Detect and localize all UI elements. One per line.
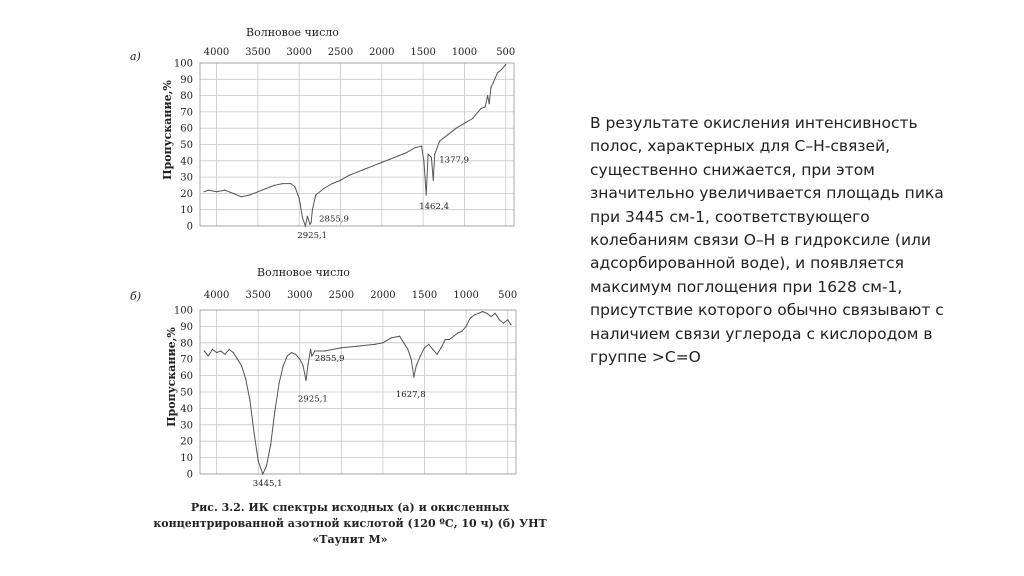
spectrum-point xyxy=(266,465,267,466)
spectrum-point xyxy=(374,344,375,345)
spectrum-point xyxy=(323,188,324,189)
spectrum-point xyxy=(356,172,357,173)
x-tick-label: 2500 xyxy=(328,290,355,301)
spectrum-point xyxy=(308,364,309,365)
y-tick-label: 60 xyxy=(180,371,193,383)
spectrum-point xyxy=(474,314,475,315)
description-line: В результате окисления интенсивность xyxy=(590,114,918,132)
spectrum-point xyxy=(428,154,429,155)
x-tick-label: 3000 xyxy=(286,47,312,58)
spectrum-point xyxy=(310,349,311,350)
spectrum-point xyxy=(229,349,230,350)
spectrum-point xyxy=(216,352,217,353)
spectrum-point xyxy=(233,352,234,353)
spectrum-point xyxy=(490,87,491,88)
spectrum-point xyxy=(315,194,316,195)
y-tick-label: 100 xyxy=(173,305,193,317)
x-tick-label: 2000 xyxy=(369,47,395,58)
spectrum-point xyxy=(233,193,234,194)
spectrum-point xyxy=(470,318,471,319)
spectrum-point xyxy=(274,185,275,186)
spectrum-point xyxy=(510,324,511,325)
spectrum-point xyxy=(472,118,473,119)
spectrum-point xyxy=(212,349,213,350)
spectrum-point xyxy=(433,180,434,181)
description-line: при 3445 см-1, соответствующего xyxy=(590,207,870,226)
y-tick-label: 70 xyxy=(180,354,193,366)
description-text xyxy=(590,112,962,369)
peak-annotation: 2855,9 xyxy=(314,353,345,364)
description-line: колебаниям связи О–Н в гидроксиле (или xyxy=(590,231,931,250)
spectrum-point xyxy=(220,350,221,351)
spectrum-point xyxy=(311,355,312,356)
spectrum-point xyxy=(309,224,310,225)
y-tick-label: 50 xyxy=(180,387,193,399)
y-axis-title: Пропускание,% xyxy=(165,327,178,427)
y-tick-label: 70 xyxy=(180,107,193,119)
spectrum-point xyxy=(282,183,283,184)
spectrum-point xyxy=(480,108,481,109)
spectrum-point xyxy=(208,190,209,191)
spectrum-point xyxy=(501,69,502,70)
spectrum-point xyxy=(305,380,306,381)
spectrum-point xyxy=(420,355,421,356)
spectrum-point xyxy=(287,355,288,356)
x-axis-title: Волновое число xyxy=(257,266,350,279)
x-tick-label: 2500 xyxy=(327,47,354,58)
spectrum-point xyxy=(491,316,492,317)
spectrum-point xyxy=(257,191,258,192)
x-tick-label: 3500 xyxy=(245,47,271,58)
spectrum-point xyxy=(398,155,399,156)
spectrum-point xyxy=(324,350,325,351)
spectrum-point xyxy=(341,347,342,348)
spectrum-point xyxy=(348,175,349,176)
spectrum-point xyxy=(449,339,450,340)
description-line: максимум поглощения при 1628 см-1, xyxy=(590,277,903,296)
spectrum-point xyxy=(439,141,440,142)
spectrum-point xyxy=(299,359,300,360)
spectrum-point xyxy=(487,95,488,96)
spectrum-panel-2 xyxy=(130,266,517,489)
peak-annotation: 1627,8 xyxy=(395,390,426,401)
figure-caption xyxy=(130,500,570,548)
y-tick-label: 80 xyxy=(180,91,193,103)
spectrum-point xyxy=(305,225,306,226)
spectrum-point xyxy=(381,162,382,163)
y-tick-label: 30 xyxy=(180,420,193,432)
spectrum-point xyxy=(457,332,458,333)
peak-annotation: 1462,4 xyxy=(419,202,449,213)
spectrum-point xyxy=(489,103,490,104)
description-line: адсорбированной воде), и появляется xyxy=(590,254,904,273)
description-line: присутствие которого обычно связывают с xyxy=(590,301,944,320)
peak-annotation: 2855,9 xyxy=(319,214,349,225)
spectrum-point xyxy=(426,194,427,195)
x-tick-label: 1000 xyxy=(451,47,478,58)
y-tick-label: 90 xyxy=(180,321,193,333)
spectrum-point xyxy=(258,460,259,461)
y-tick-label: 0 xyxy=(186,469,193,481)
y-tick-label: 100 xyxy=(173,58,193,70)
spectrum-line xyxy=(204,312,511,474)
spectrum-point xyxy=(505,64,506,65)
spectrum-point xyxy=(299,198,300,199)
y-tick-label: 50 xyxy=(180,140,193,151)
spectrum-point xyxy=(204,191,205,192)
spectrum-point xyxy=(486,313,487,314)
spectrum-point xyxy=(482,311,483,312)
spectrum-point xyxy=(332,183,333,184)
spectrum-point xyxy=(436,354,437,355)
x-tick-label: 500 xyxy=(496,47,516,58)
spectrum-point xyxy=(249,194,250,195)
caption-line-2: концентрированной азотной кислотой (120 ºС, 10 ч) (б) УНТ «Таунит М» xyxy=(153,517,547,546)
spectrum-point xyxy=(254,432,255,433)
spectrum-point xyxy=(431,157,432,158)
spectrum-point xyxy=(283,365,284,366)
y-tick-label: 10 xyxy=(180,205,193,217)
spectrum-point xyxy=(507,319,508,320)
panel-label: а) xyxy=(130,50,141,63)
y-tick-label: 80 xyxy=(180,338,193,350)
description-line: наличием связи углерода с кислородом в xyxy=(590,324,933,343)
spectrum-point xyxy=(241,196,242,197)
spectrum-point xyxy=(307,216,308,217)
spectrum-point xyxy=(424,347,425,348)
y-tick-label: 40 xyxy=(180,156,193,168)
x-tick-label: 1000 xyxy=(453,290,479,301)
spectrum-point xyxy=(434,154,435,155)
spectrum-point xyxy=(416,365,417,366)
x-tick-label: 1500 xyxy=(411,290,438,301)
y-tick-label: 20 xyxy=(180,188,193,200)
spectrum-point xyxy=(208,355,209,356)
peak-annotation: 2925,1 xyxy=(297,231,328,241)
spectrum-point xyxy=(428,344,429,345)
description-line: полос, характерных для С–Н-связей, xyxy=(590,137,891,156)
panel-label: б) xyxy=(130,290,142,303)
spectrum-point xyxy=(390,159,391,160)
spectrum-point xyxy=(485,106,486,107)
y-tick-label: 40 xyxy=(180,403,193,415)
y-tick-label: 10 xyxy=(180,453,193,465)
spectrum-point xyxy=(464,123,465,124)
spectrum-point xyxy=(340,180,341,181)
spectrum-point xyxy=(421,146,422,147)
spectrum-point xyxy=(224,190,225,191)
spectrum-point xyxy=(461,331,462,332)
x-axis-title: Волновое число xyxy=(246,26,339,39)
x-tick-label: 4000 xyxy=(203,290,230,301)
x-tick-label: 3500 xyxy=(245,290,271,301)
spectrum-point xyxy=(365,168,366,169)
spectrum-point xyxy=(274,411,275,412)
peak-annotation: 1377,9 xyxy=(439,155,470,166)
spectrum-point xyxy=(237,359,238,360)
spectrum-point xyxy=(278,383,279,384)
spectrum-point xyxy=(407,349,408,350)
spectrum-point xyxy=(445,339,446,340)
spectrum-point xyxy=(411,359,412,360)
spectrum-point xyxy=(382,342,383,343)
x-tick-label: 1500 xyxy=(410,47,436,58)
spectrum-point xyxy=(503,323,504,324)
spectrum-point xyxy=(413,377,414,378)
x-tick-label: 2000 xyxy=(370,290,396,301)
spectrum-point xyxy=(456,128,457,129)
spectrum-point xyxy=(357,346,358,347)
spectrum-point xyxy=(466,326,467,327)
spectrum-point xyxy=(262,473,263,474)
caption-line-1: Рис. 3.2. ИК спектры исходных (а) и окисленных xyxy=(190,501,510,514)
spectrum-point xyxy=(302,217,303,218)
description-line: существенно снижается, при этом xyxy=(590,160,875,179)
spectrum-point xyxy=(270,444,271,445)
spectrum-point xyxy=(499,319,500,320)
spectrum-panel-1 xyxy=(130,26,515,241)
x-tick-label: 4000 xyxy=(203,47,230,58)
spectrum-point xyxy=(414,147,415,148)
spectrum-point xyxy=(399,336,400,337)
peak-annotation: 3445,1 xyxy=(252,479,283,489)
peak-annotation: 2925,1 xyxy=(298,394,328,405)
spectrum-point xyxy=(373,165,374,166)
spectrum-point xyxy=(312,209,313,210)
x-tick-label: 500 xyxy=(498,290,518,301)
spectrum-point xyxy=(224,354,225,355)
y-tick-label: 90 xyxy=(180,74,193,86)
spectrum-point xyxy=(294,186,295,187)
spectrum-point xyxy=(403,342,404,343)
spectrum-point xyxy=(303,365,304,366)
spectrum-point xyxy=(432,349,433,350)
spectrum-point xyxy=(245,378,246,379)
spectrum-point xyxy=(441,347,442,348)
y-tick-label: 20 xyxy=(180,436,193,448)
spectrum-point xyxy=(204,350,205,351)
spectrum-point xyxy=(290,183,291,184)
spectrum-point xyxy=(493,82,494,83)
spectrum-line xyxy=(204,65,506,226)
spectrum-point xyxy=(495,313,496,314)
spectrum-point xyxy=(241,365,242,366)
spectrum-point xyxy=(391,337,392,338)
description-line: группе >С=О xyxy=(590,348,701,367)
spectrum-point xyxy=(423,160,424,161)
spectrum-point xyxy=(216,191,217,192)
description-line: значительно увеличивается площадь пика xyxy=(590,184,944,203)
spectrum-point xyxy=(291,352,292,353)
spectrum-point xyxy=(311,222,312,223)
y-tick-label: 60 xyxy=(180,123,193,135)
spectrum-point xyxy=(497,72,498,73)
x-tick-label: 3000 xyxy=(287,290,313,301)
y-tick-label: 0 xyxy=(186,221,193,233)
spectrum-point xyxy=(314,350,315,351)
spectrum-point xyxy=(266,188,267,189)
spectrum-point xyxy=(249,400,250,401)
y-axis-title: Пропускание,% xyxy=(161,80,174,180)
y-tick-label: 30 xyxy=(180,172,193,184)
spectrum-point xyxy=(406,152,407,153)
spectrum-point xyxy=(478,313,479,314)
spectrum-point xyxy=(447,134,448,135)
spectrum-point xyxy=(295,354,296,355)
